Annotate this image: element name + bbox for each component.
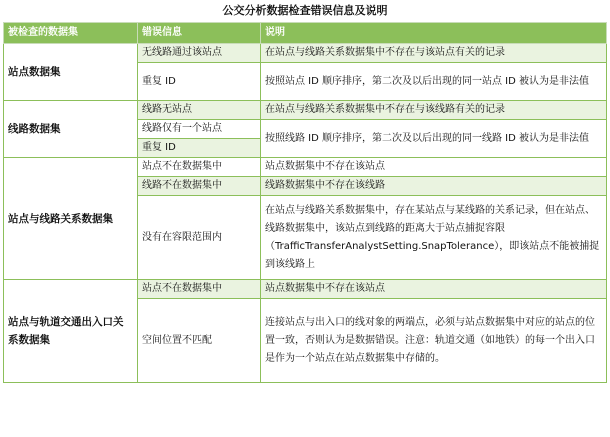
table-row bbox=[4, 101, 607, 120]
table-row bbox=[4, 158, 607, 177]
dataset-cell: 站点与轨道交通出入口关系数据集 bbox=[4, 280, 138, 383]
dataset-cell: 站点数据集 bbox=[4, 44, 138, 101]
error-cell: 无线路通过该站点 bbox=[138, 44, 261, 63]
description-cell: 按照线路 ID 顺序排序，第二次及以后出现的同一线路 ID 被认为是非法值 bbox=[261, 120, 607, 158]
error-cell: 重复 ID bbox=[138, 63, 261, 101]
header-error: 错误信息 bbox=[138, 23, 261, 44]
page-title: 公交分析数据检查错误信息及说明 bbox=[222, 4, 388, 17]
description-cell: 按照站点 ID 顺序排序，第二次及以后出现的同一站点 ID 被认为是非法值 bbox=[261, 63, 607, 101]
description-cell: 站点数据集中不存在该站点 bbox=[261, 280, 607, 299]
error-cell: 没有在容限范围内 bbox=[138, 196, 261, 280]
error-cell: 空间位置不匹配 bbox=[138, 299, 261, 383]
header-dataset: 被检查的数据集 bbox=[4, 23, 138, 44]
error-cell: 线路仅有一个站点 bbox=[138, 120, 261, 139]
description-cell: 在站点与线路关系数据集中不存在与该线路有关的记录 bbox=[261, 101, 607, 120]
description-cell: 在站点与线路关系数据集中不存在与该站点有关的记录 bbox=[261, 44, 607, 63]
error-cell: 站点不在数据集中 bbox=[138, 158, 261, 177]
error-cell: 站点不在数据集中 bbox=[138, 280, 261, 299]
dataset-cell: 线路数据集 bbox=[4, 101, 138, 158]
description-cell: 连接站点与出入口的线对象的两端点，必须与站点数据集中对应的站点的位置一致，否则认为是数据错误。注意：轨道交通（如地铁）的每一个出入口是作为一个站点在站点数据集中存储的。 bbox=[261, 299, 607, 383]
error-info-table bbox=[3, 22, 607, 383]
table-row bbox=[4, 44, 607, 63]
description-cell: 线路数据集中不存在该线路 bbox=[261, 177, 607, 196]
description-cell: 在站点与线路关系数据集中，存在某站点与某线路的关系记录，但在站点、线路数据集中，该站点到线路的距离大于站点捕捉容限（TrafficTransferAnalystSetting.SnapTolerance），即该站点不能被捕捉到该线路上 bbox=[261, 196, 607, 280]
error-cell: 重复 ID bbox=[138, 139, 261, 158]
dataset-cell: 站点与线路关系数据集 bbox=[4, 158, 138, 280]
error-cell: 线路不在数据集中 bbox=[138, 177, 261, 196]
error-cell: 线路无站点 bbox=[138, 101, 261, 120]
description-cell: 站点数据集中不存在该站点 bbox=[261, 158, 607, 177]
table-row bbox=[4, 280, 607, 299]
header-description: 说明 bbox=[261, 23, 607, 44]
header-row bbox=[4, 23, 607, 44]
